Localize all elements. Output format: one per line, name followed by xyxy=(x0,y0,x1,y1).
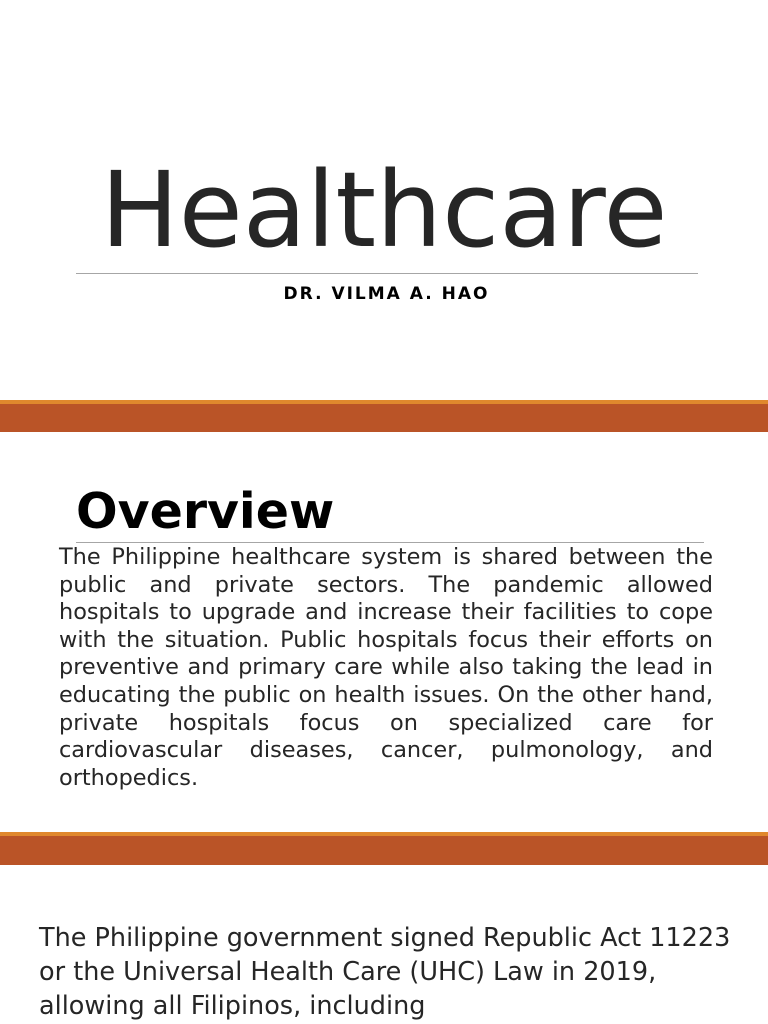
overview-slide xyxy=(0,432,768,832)
title-divider xyxy=(76,273,698,274)
title-slide xyxy=(0,0,768,400)
author-subtitle: DR. VILMA A. HAO xyxy=(283,284,490,304)
overview-heading: Overview xyxy=(76,483,335,540)
slide-title: Healthcare xyxy=(100,149,668,271)
slide-separator xyxy=(0,400,768,432)
heading-divider xyxy=(76,542,704,543)
uhc-paragraph: The Philippine government signed Republic Act 11223 or the Universal Health Care (UHC) Law in 2019, allowing all Filipinos, including xyxy=(39,923,731,1021)
slide-separator xyxy=(0,832,768,865)
overview-paragraph: The Philippine healthcare system is shared between the public and private sectors. The pandemic allowed hospitals to upgrade and increase their facilities to cope with the situation. Public hospitals focus their efforts on preventive and primary care while also taking the lead in educating the public on health issues. On the other hand, private hospitals focus on specialized care for cardiovascular diseases, cancer, pulmonology, and orthopedics. xyxy=(59,544,713,791)
uhc-slide xyxy=(0,865,768,1024)
